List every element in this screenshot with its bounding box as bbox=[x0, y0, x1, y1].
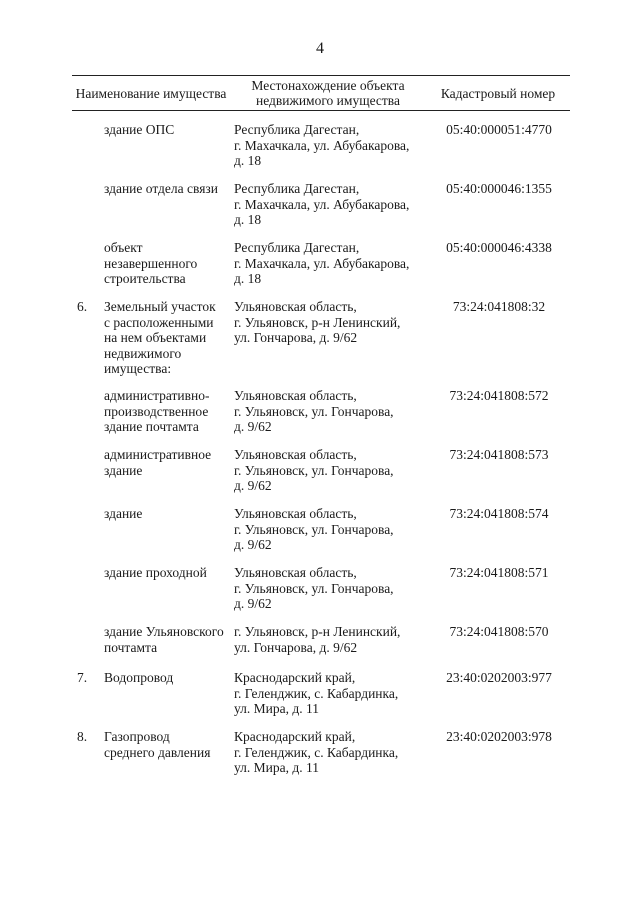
cadastral-number: 73:24:041808:573 bbox=[449, 447, 549, 462]
property-location: Ульяновская область, г. Ульяновск, ул. Гончарова, д. 9/62 bbox=[234, 506, 394, 552]
property-name: административное здание bbox=[104, 447, 212, 478]
property-location: Ульяновская область, г. Ульяновск, ул. Гончарова, д. 9/62 bbox=[234, 388, 394, 434]
property-location: Краснодарский край, г. Геленджик, с. Кабардинка, ул. Мира, д. 11 bbox=[234, 670, 399, 716]
cadastral-number: 73:24:041808:572 bbox=[449, 388, 549, 403]
property-location: Республика Дагестан, г. Махачкала, ул. Абубакарова, д. 18 bbox=[234, 122, 410, 168]
property-location: Ульяновская область, г. Ульяновск, ул. Гончарова, д. 9/62 bbox=[234, 447, 394, 493]
cadastral-number: 23:40:0202003:978 bbox=[446, 729, 552, 744]
cadastral-number: 73:24:041808:32 bbox=[452, 299, 546, 314]
cadastral-number: 05:40:000046:1355 bbox=[446, 181, 552, 196]
cadastral-number: 73:24:041808:571 bbox=[449, 565, 549, 580]
property-location: Ульяновская область, г. Ульяновск, р-н Ленинский, ул. Гончарова, д. 9/62 bbox=[234, 299, 401, 345]
row-number: 6. bbox=[77, 299, 88, 314]
property-name: Земельный участок с расположенными на нем объектами недвижимого имущества: bbox=[104, 299, 216, 376]
cadastral-number: 05:40:000051:4770 bbox=[446, 122, 552, 137]
table-top-rule bbox=[72, 75, 570, 76]
property-location: Ульяновская область, г. Ульяновск, ул. Гончарова, д. 9/62 bbox=[234, 565, 394, 611]
property-location: г. Ульяновск, р-н Ленинский, ул. Гончарова, д. 9/62 bbox=[234, 624, 401, 655]
property-location: Республика Дагестан, г. Махачкала, ул. Абубакарова, д. 18 bbox=[234, 240, 410, 286]
property-name: Газопровод среднего давления bbox=[104, 729, 211, 760]
header-cadastral: Кадастровый номер bbox=[440, 86, 556, 101]
cadastral-number: 73:24:041808:574 bbox=[449, 506, 549, 521]
property-location: Краснодарский край, г. Геленджик, с. Кабардинка, ул. Мира, д. 11 bbox=[234, 729, 399, 775]
property-name: административно- производственное здание почтамта bbox=[104, 388, 210, 434]
row-number: 8. bbox=[77, 729, 88, 744]
property-name: здание Ульяновского почтамта bbox=[104, 624, 224, 655]
property-name: здание ОПС bbox=[104, 122, 175, 137]
cadastral-number: 05:40:000046:4338 bbox=[446, 240, 552, 255]
property-name: Водопровод bbox=[104, 670, 174, 685]
row-number: 7. bbox=[77, 670, 88, 685]
property-name: здание отдела связи bbox=[104, 181, 218, 196]
page-number: 4 bbox=[316, 40, 324, 57]
property-location: Республика Дагестан, г. Махачкала, ул. Абубакарова, д. 18 bbox=[234, 181, 410, 227]
table-header-rule bbox=[72, 110, 570, 111]
property-name: здание bbox=[104, 506, 143, 521]
property-name: объект незавершенного строительства bbox=[104, 240, 198, 286]
cadastral-number: 73:24:041808:570 bbox=[449, 624, 549, 639]
property-name: здание проходной bbox=[104, 565, 207, 580]
header-location: Местонахождение объекта недвижимого имущества bbox=[251, 78, 405, 108]
cadastral-number: 23:40:0202003:977 bbox=[446, 670, 552, 685]
header-name: Наименование имущества bbox=[75, 86, 227, 101]
